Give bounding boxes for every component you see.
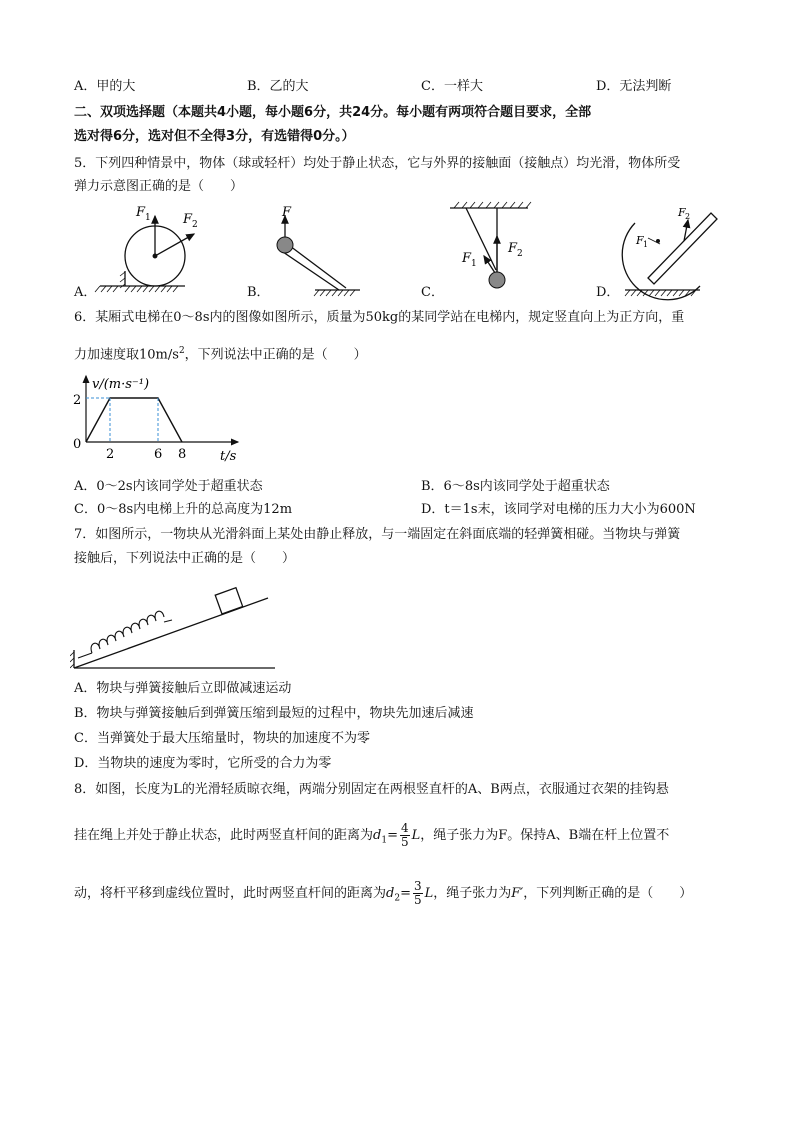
q6-vt-graph: [70, 368, 260, 468]
q8-eq1: =: [387, 828, 398, 843]
y-tick-2: 2: [73, 393, 82, 408]
q6-gravity-exp: 2: [178, 346, 185, 356]
q7-stem-line2: 接触后，下列说法中正确的是（ ）: [74, 551, 296, 566]
q8-d2: d: [386, 886, 395, 901]
q4-option-c: C．一样大: [421, 79, 483, 94]
fig-a-f2-sub: 2: [192, 220, 198, 230]
x-tick-6: 6: [154, 447, 163, 462]
q8-frac1-den: 5: [400, 835, 409, 849]
fig-c-f1-label: F: [462, 251, 472, 266]
fig-a-f1-label: F: [136, 205, 146, 220]
y-axis-label: v/(m·s⁻¹): [92, 377, 150, 392]
section2-heading-line2: 选对得6分，选对但不全得3分，有选错得0分。）: [74, 129, 355, 144]
origin-label: 0: [73, 437, 82, 452]
q8-L1: L: [411, 828, 421, 843]
velocity-trapezoid-line: [86, 398, 182, 442]
q8-stem-line3-b: ，绳子张力为: [433, 886, 512, 901]
q8-stem-line1: 8．如图，长度为L的光滑轻质晾衣绳，两端分别固定在两根竖直杆的A、B两点，衣服通过衣架的挂钩悬: [74, 782, 669, 797]
fig-d-f1-sub: 1: [643, 240, 649, 249]
q8-frac1-num: 4: [400, 821, 409, 835]
q7-option-d: D．当物块的速度为零时，它所受的合力为零: [74, 756, 332, 771]
fig-c-f2-sub: 2: [517, 249, 523, 259]
q4-option-d: D．无法判断: [596, 79, 672, 94]
q8-fraction-4-5: [400, 822, 410, 849]
q5-figure-b-ball: [277, 237, 293, 253]
q8-stem-line2: [74, 820, 669, 857]
q8-d1-sub: 1: [381, 835, 388, 846]
q6-option-a: A．0～2s内该同学处于超重状态: [74, 479, 263, 494]
q5-figure-d-contact: [656, 239, 660, 243]
q5-figure-b: [283, 216, 360, 296]
q6-stem-line2-a: 力加速度取: [74, 347, 140, 363]
q8-stem-line3-c: ，下列判断正确的是（ ）: [523, 886, 693, 901]
q5-figure-d: [622, 213, 717, 300]
fig-b-f-label: F: [282, 205, 292, 220]
q6-stem-line1: 6．某厢式电梯在0～8s内的图像如图所示，质量为50kg的某同学站在电梯内，规定竖直向上为正方向，重: [74, 310, 685, 325]
block: [215, 588, 242, 614]
fig-a-f2-label: F: [183, 212, 193, 227]
fig-d-f1-label: F: [636, 234, 644, 247]
q6-stem-line2-b: ，下列说法中正确的是（ ）: [184, 347, 367, 363]
q7-incline-figure: [70, 578, 285, 673]
q6-stem-line2: [74, 342, 367, 364]
fig-d-f2-sub: 2: [685, 212, 691, 221]
q8-stem-line2-a: 挂在绳上并处于静止状态，此时两竖直杆间的距离为: [74, 828, 374, 843]
q7-option-a: A．物块与弹簧接触后立即做减速运动: [74, 681, 292, 696]
x-tick-8: 8: [178, 447, 187, 462]
q6-gravity-value: 10m/s: [139, 347, 179, 363]
section2-heading-line1: 二、双项选择题（本题共4小题，每小题6分，共24分。每小题有两项符合题目要求，全部: [74, 105, 592, 120]
q8-frac2-den: 5: [413, 893, 422, 907]
q5-figure-c-ball: [489, 272, 505, 288]
fig-d-f2-label: F: [678, 206, 686, 219]
q5-label-d: D．: [596, 285, 620, 300]
q5-stem-line1: 5．下列四种情景中，物体（球或轻杆）均处于静止状态，它与外界的接触面（接触点）均光滑，物体所受: [74, 156, 681, 171]
q8-d1: d: [373, 828, 382, 843]
q5-figure-a: [95, 216, 194, 292]
q8-L2: L: [424, 886, 434, 901]
q5-figure-c: [450, 202, 531, 278]
q8-frac2-num: 3: [413, 879, 422, 893]
q5-figures: [70, 198, 750, 303]
fig-c-f1-sub: 1: [471, 259, 477, 269]
q5-label-a: A．: [74, 285, 97, 300]
q8-f-prime: F′: [511, 886, 524, 901]
x-tick-2: 2: [106, 447, 115, 462]
q7-option-b: B．物块与弹簧接触后到弹簧压缩到最短的过程中，物块先加速后减速: [74, 706, 474, 721]
q6-option-c: C．0～8s内电梯上升的总高度为12m: [74, 502, 293, 517]
fig-a-f1-sub: 1: [145, 213, 151, 223]
spring: [78, 611, 172, 658]
q5-label-b: B．: [247, 285, 270, 300]
fig-c-f2-label: F: [508, 241, 518, 256]
q8-eq2: =: [400, 886, 411, 901]
q6-option-b: B．6～8s内该同学处于超重状态: [421, 479, 610, 494]
q6-option-d: D．t＝1s末，该同学对电梯的压力大小为600N: [421, 502, 696, 517]
q4-option-b: B．乙的大: [247, 79, 309, 94]
x-axis-label: t/s: [220, 449, 237, 464]
q5-stem-line2: 弹力示意图正确的是（ ）: [74, 179, 244, 194]
q4-option-a: A．甲的大: [74, 79, 136, 94]
q8-d2-sub: 2: [394, 893, 401, 904]
q7-stem-line1: 7．如图所示，一物块从光滑斜面上某处由静止释放，与一端固定在斜面底端的轻弹簧相碰。当物块与弹簧: [74, 527, 681, 542]
q8-stem-line2-b: ，绳子张力为F。保持A、B端在杆上位置不: [420, 828, 670, 843]
q5-label-c: C．: [421, 285, 444, 300]
q8-fraction-3-5: [413, 880, 423, 907]
q8-stem-line3-a: 动，将杆平移到虚线位置时，此时两竖直杆间的距离为: [74, 886, 387, 901]
q8-stem-line3: [74, 878, 692, 915]
q7-option-c: C．当弹簧处于最大压缩量时，物块的加速度不为零: [74, 731, 370, 746]
